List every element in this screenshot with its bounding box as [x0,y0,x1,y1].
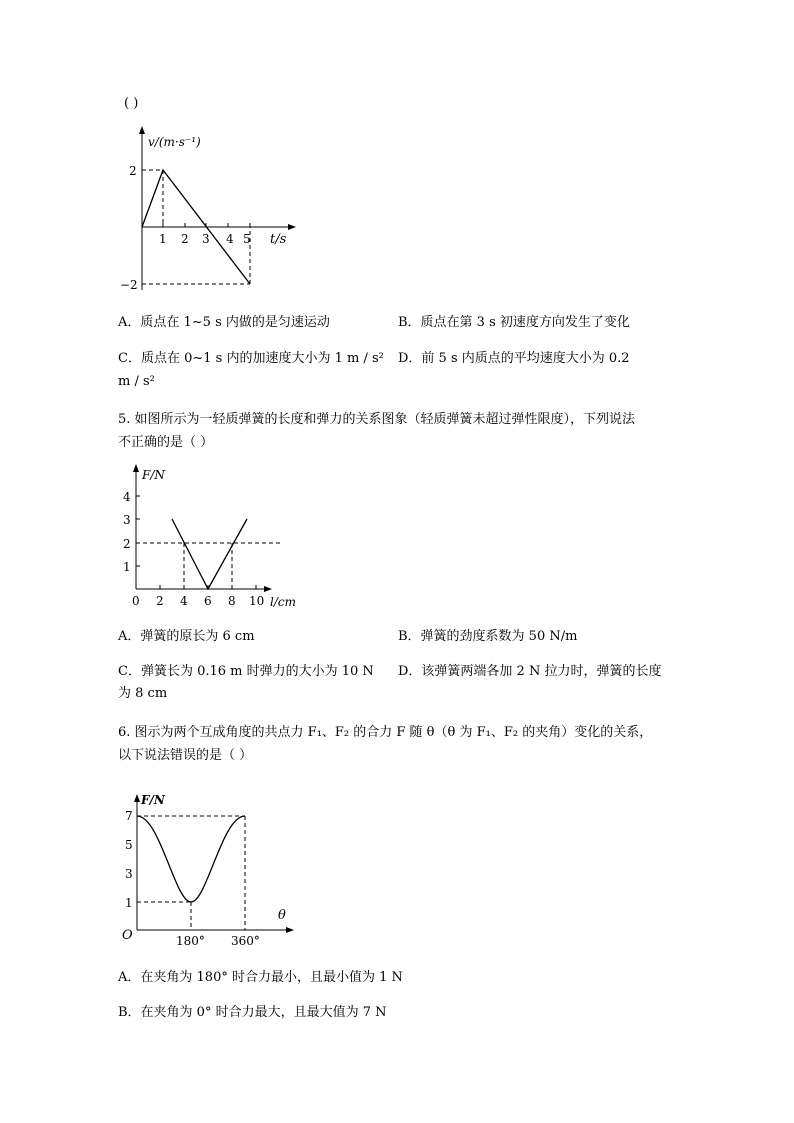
q5-stem-line2: 不正确的是（ ） [118,435,214,450]
q6-ytick-3: 3 [125,867,133,881]
q6-option-b: B．在夹角为 0° 时合力最大，且最大值为 7 N [118,1005,387,1020]
q4-xtick-1: 1 [159,232,167,246]
q5-option-c-line2: 为 8 cm [118,686,168,701]
q5-xtick-8: 8 [228,594,236,608]
q4-xtick-4: 4 [226,232,234,246]
q5-stem-line1: 5. 如图所示为一轻质弹簧的长度和弹力的关系图象（轻质弹簧未超过弹性限度），下列说法 [118,412,636,427]
q5-ytick-4: 4 [123,490,131,504]
q5-xtick-4: 4 [180,594,188,608]
q4-option-c-line1: C．质点在 0~1 s 内的加速度大小为 1 m / s² [118,351,384,366]
q5-ytick-1: 1 [123,560,131,574]
q4-option-b: B．质点在第 3 s 初速度方向发生了变化 [398,315,630,330]
q6-graph-xlabel: θ [278,908,286,923]
q6-graph-origin: O [122,928,133,943]
q4-xtick-5: 5 [243,232,251,246]
q4-option-a: A．质点在 1~5 s 内做的是匀速运动 [118,315,330,330]
q4-option-d-line1: D．前 5 s 内质点的平均速度大小为 0.2 [398,351,630,366]
q6-graph-ylabel: F/N [141,793,165,807]
q6-xtick-360: 360° [231,934,260,948]
q4-xtick-3: 3 [202,232,210,246]
q4-ytick-neg2: −2 [120,278,138,292]
q5-ytick-2: 2 [123,537,131,551]
q4-option-c-line2: m / s² [118,374,155,389]
q6-stem-line1: 6. 图示为两个互成角度的共点力 F₁、F₂ 的合力 F 随 θ（θ 为 F₁、F₂ 的夹角）变化的关系， [118,725,653,740]
q5-graph-ylabel: F/N [142,468,165,482]
q5-xtick-10: 10 [249,594,265,608]
q5-option-d-line1: D．该弹簧两端各加 2 N 拉力时，弹簧的长度 [398,664,662,679]
q4-graph-xlabel: t/s [270,232,287,247]
q5-xtick-6: 6 [204,594,212,608]
q6-ytick-5: 5 [125,838,133,852]
q5-ytick-3: 3 [123,513,131,527]
q4-xtick-2: 2 [181,232,189,246]
q6-ytick-7: 7 [125,809,133,823]
q6-stem-line2: 以下说法错误的是（ ） [118,748,253,763]
q4-graph-ylabel: v/(m·s⁻¹) [148,135,201,149]
q4-answer-bracket: ( ) [124,96,139,111]
q4-ytick-2: 2 [129,164,137,178]
q6-ytick-1: 1 [125,896,133,910]
q5-option-c-line1: C．弹簧长为 0.16 m 时弹力的大小为 10 N [118,664,374,679]
q6-xtick-180: 180° [176,934,205,948]
q5-xtick-2: 2 [156,594,164,608]
q5-xtick-0: 0 [132,594,140,608]
q5-option-a: A．弹簧的原长为 6 cm [118,629,255,644]
q5-graph-xlabel: l/cm [270,595,296,609]
q6-option-a: A．在夹角为 180° 时合力最小，且最小值为 1 N [118,970,403,985]
q5-option-b: B．弹簧的劲度系数为 50 N/m [398,629,578,644]
